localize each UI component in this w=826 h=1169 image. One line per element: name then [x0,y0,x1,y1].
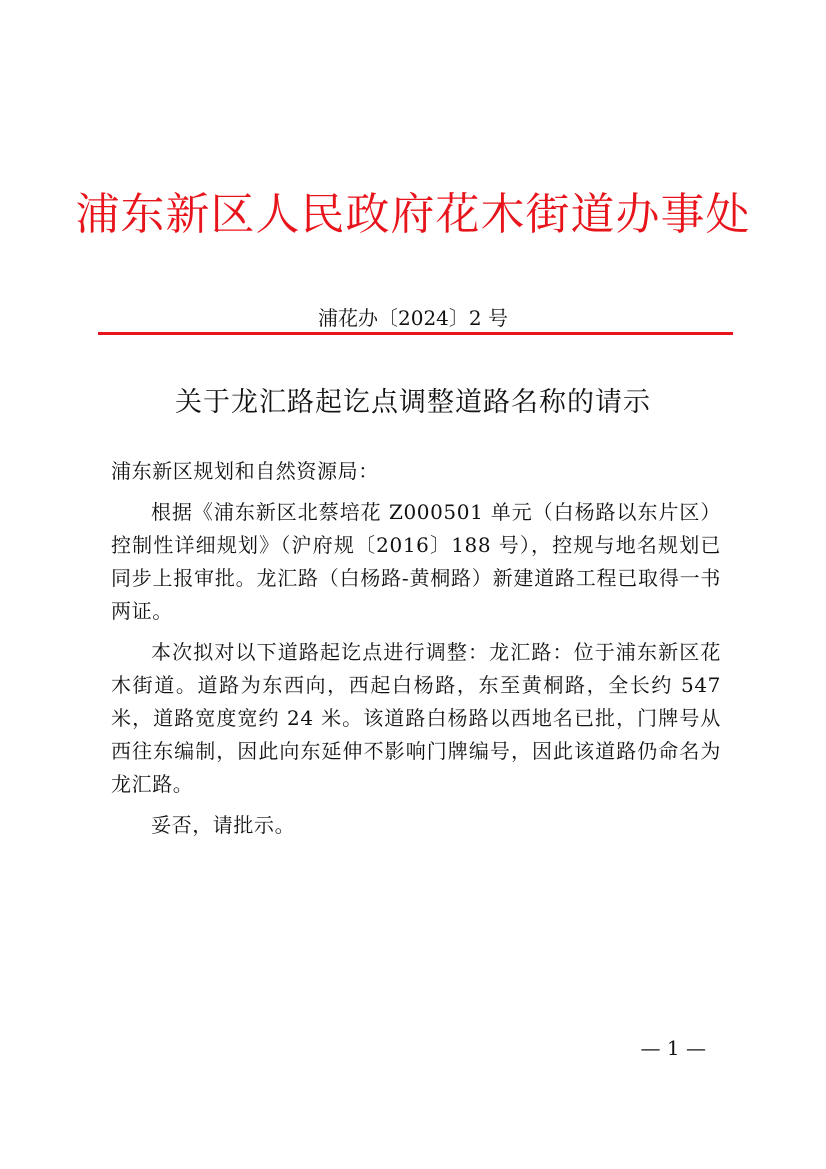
page-number: — 1 — [640,1036,706,1060]
document-title: 关于龙汇路起讫点调整道路名称的请示 [175,387,651,418]
issuing-organization-title: 浦东新区人民政府花木街道办事处 [75,189,751,240]
closing-request: 妥否，请批示。 [151,813,296,837]
body-paragraph-1: 根据《浦东新区北蔡培花 Z000501 单元（白杨路以东片区）控制性详细规划》（沪府规〔2016〕188 号），控规与地名规划已同步上报审批。龙汇路（白杨路-黄桐路）新建道路工程已取得一书两证。 [111,500,721,623]
red-separator-line [98,332,733,335]
body-paragraph-2: 本次拟对以下道路起讫点进行调整：龙汇路：位于浦东新区花木街道。道路为东西向，西起白杨路，东至黄桐路，全长约 547 米，道路宽度宽约 24 米。该道路白杨路以西地名已批，门牌号从西往东编制，因此向东延伸不影响门牌编号，因此该道路仍命名为龙汇路。 [111,640,721,796]
document-number: 浦花办〔2024〕2 号 [318,306,508,330]
document-body [111,455,721,850]
addressee: 浦东新区规划和自然资源局： [111,459,379,483]
